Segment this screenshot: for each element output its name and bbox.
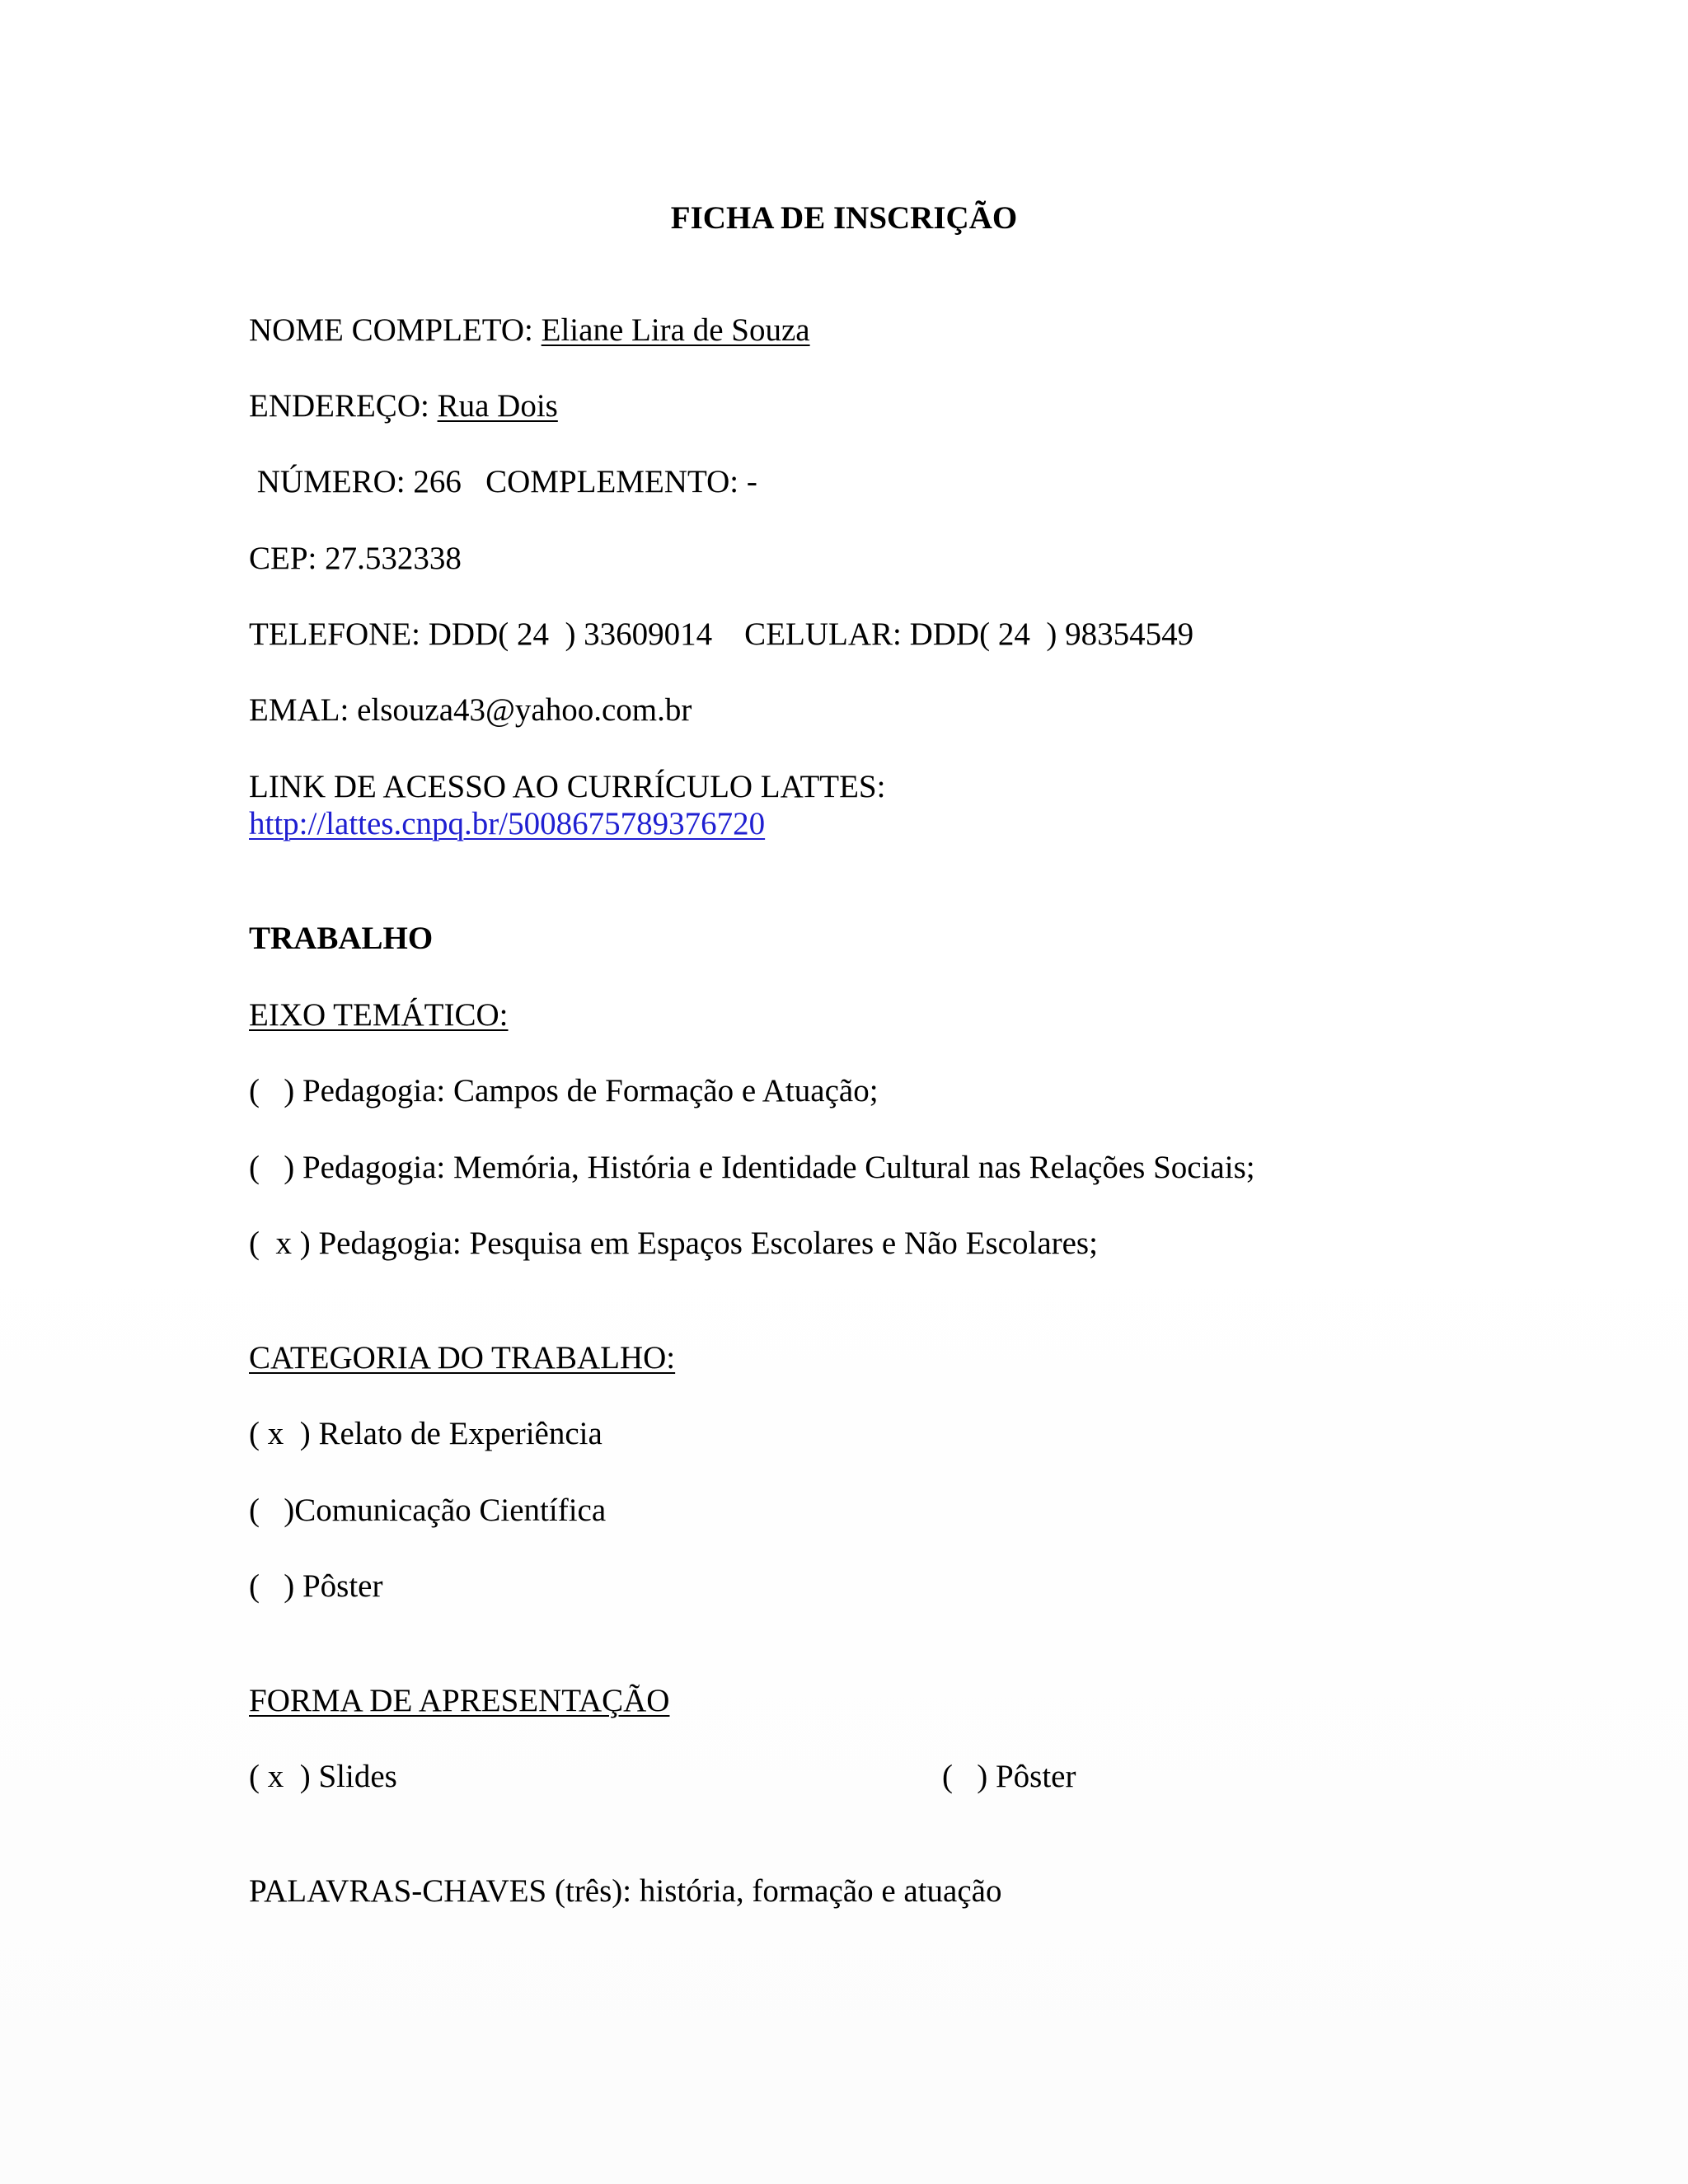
categoria-option-3[interactable]: ( ) Pôster — [249, 1568, 383, 1604]
palavras-chave-row: PALAVRAS-CHAVES (três): história, formação e atuação — [249, 1873, 1002, 1909]
address-value: Rua Dois — [437, 388, 558, 424]
phone-row: TELEFONE: DDD( 24 ) 33609014 CELULAR: DDD( 24 ) 98354549 — [249, 616, 1194, 652]
form-title: FICHA DE INSCRIÇÃO — [670, 200, 1018, 236]
forma-apresentacao-heading: FORMA DE APRESENTAÇÃO — [249, 1683, 670, 1718]
full-name-value: Eliane Lira de Souza — [541, 312, 810, 348]
forma-option-slides[interactable]: ( x ) Slides — [249, 1759, 397, 1794]
address-row — [249, 387, 558, 425]
lattes-label: LINK DE ACESSO AO CURRÍCULO LATTES: — [249, 769, 886, 804]
categoria-option-2[interactable]: ( )Comunicação Científica — [249, 1493, 607, 1528]
address-label: ENDEREÇO: — [249, 388, 438, 424]
number-complement-row: NÚMERO: 266 COMPLEMENTO: - — [249, 464, 757, 499]
eixo-option-3[interactable]: ( x ) Pedagogia: Pesquisa em Espaços Escolares e Não Escolares; — [249, 1226, 1098, 1261]
eixo-tematico-heading: EIXO TEMÁTICO: — [249, 997, 509, 1033]
email-row: EMAL: elsouza43@yahoo.com.br — [249, 692, 692, 728]
eixo-option-2[interactable]: ( ) Pedagogia: Memória, História e Identidade Cultural nas Relações Sociais; — [249, 1150, 1255, 1185]
lattes-link-row — [249, 805, 765, 843]
trabalho-heading: TRABALHO — [249, 921, 434, 956]
full-name-row — [249, 312, 810, 349]
eixo-option-1[interactable]: ( ) Pedagogia: Campos de Formação e Atuação; — [249, 1073, 879, 1108]
lattes-link[interactable]: http://lattes.cnpq.br/5008675789376720 — [249, 806, 766, 841]
categoria-heading: CATEGORIA DO TRABALHO: — [249, 1340, 676, 1376]
full-name-label: NOME COMPLETO: — [249, 312, 542, 348]
categoria-option-1[interactable]: ( x ) Relato de Experiência — [249, 1416, 603, 1451]
forma-option-poster[interactable]: ( ) Pôster — [942, 1759, 1076, 1794]
cep-row: CEP: 27.532338 — [249, 541, 462, 576]
